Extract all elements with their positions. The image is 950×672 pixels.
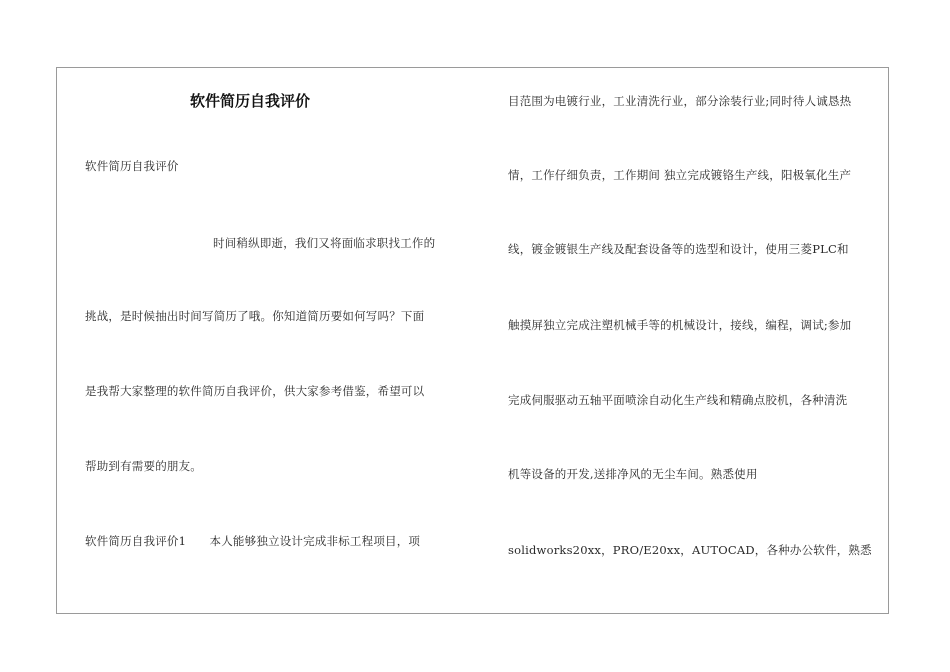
left-line-1: 软件简历自我评价	[85, 159, 179, 173]
right-line-1: 目范围为电镀行业，工业清洗行业，部分涂装行业;同时待人诚恳热	[508, 94, 852, 108]
right-line-5: 完成伺服驱动五轴平面喷涂自动化生产线和精确点胶机，各种清洗	[508, 393, 848, 407]
left-line-3: 挑战，是时候抽出时间写简历了哦。你知道简历要如何写吗？下面	[85, 309, 425, 323]
right-line-6: 机等设备的开发,送排净风的无尘车间。熟悉使用	[508, 467, 758, 481]
right-line-7: solidworks20xx，PRO/E20xx，AUTOCAD，各种办公软件，熟悉	[508, 543, 872, 557]
document-title: 软件简历自我评价	[190, 92, 311, 110]
left-line-5: 帮助到有需要的朋友。	[85, 459, 202, 473]
right-line-2: 情，工作仔细负责，工作期间 独立完成镀铬生产线，阳极氧化生产	[508, 168, 852, 182]
document-page	[56, 67, 889, 614]
left-line-2: 时间稍纵即逝，我们又将面临求职找工作的	[213, 236, 436, 250]
right-line-3: 线，镀金镀银生产线及配套设备等的选型和设计，使用三菱PLC和	[508, 242, 849, 256]
left-line-6: 软件简历自我评价1 本人能够独立设计完成非标工程项目，项	[85, 534, 421, 548]
left-line-4: 是我帮大家整理的软件简历自我评价，供大家参考借鉴，希望可以	[85, 384, 425, 398]
right-line-4: 触摸屏独立完成注塑机械手等的机械设计，接线，编程，调试;参加	[508, 318, 852, 332]
